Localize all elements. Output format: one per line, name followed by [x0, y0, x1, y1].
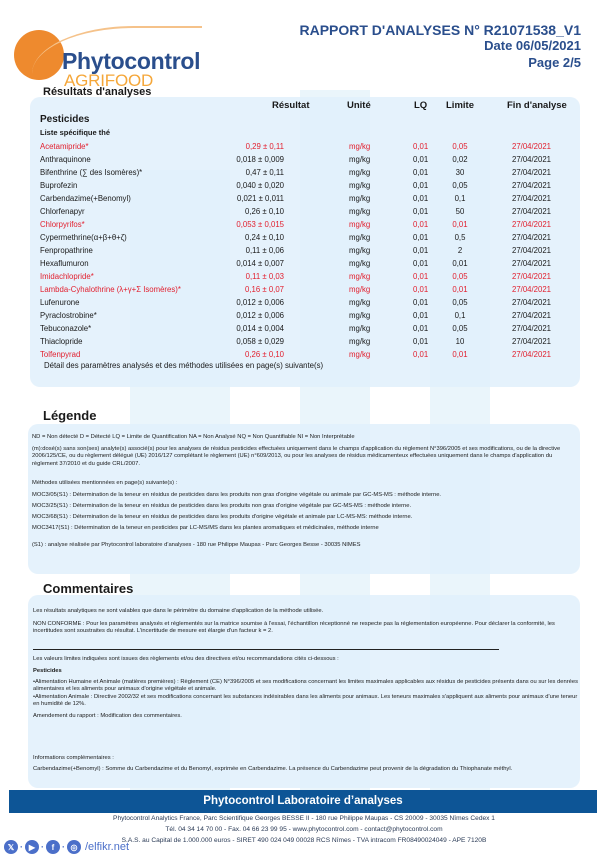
facebook-icon[interactable]: f — [46, 840, 60, 854]
comments-title: Commentaires — [43, 581, 134, 596]
x-icon[interactable]: 𝕏 — [4, 840, 18, 854]
legend-abbreviations: ND = Non détecté D = Détecté LQ = Limite de Quantification NA = Non Analysé NQ = Non Quantifiable NI = Non Interprétable — [32, 434, 355, 440]
limit-value: 0,05 — [452, 272, 468, 281]
end-date-value: 27/04/2021 — [512, 259, 552, 268]
table-row — [0, 323, 608, 336]
unit-value: mg/kg — [349, 285, 371, 294]
unit-value: mg/kg — [349, 246, 371, 255]
separator-dot: · — [20, 842, 23, 852]
end-date-value: 27/04/2021 — [512, 350, 552, 359]
footer-contact: Tél. 04 34 14 70 00 - Fax. 04 66 23 99 95 - www.phytocontrol.com - contact@phytocontrol.com — [165, 826, 443, 833]
legend-method-4: MOC3417(S1) : Détermination de la teneur en pesticides par LC-MS/MS dans les plantes aromatiques et médicinales, méthode interne — [32, 525, 379, 531]
lq-value: 0,01 — [413, 142, 429, 151]
table-row — [0, 193, 608, 206]
page-number: Page 2/5 — [528, 55, 581, 70]
table-row — [0, 245, 608, 258]
limit-value: 0,02 — [452, 155, 468, 164]
limit-value: 0,01 — [452, 285, 468, 294]
pesticide-name: Fenpropathrine — [40, 246, 93, 255]
result-value: 0,24 ± 0,10 — [245, 233, 284, 242]
result-value: 0,018 ± 0,009 — [236, 155, 284, 164]
unit-value: mg/kg — [349, 220, 371, 229]
end-date-value: 27/04/2021 — [512, 181, 552, 190]
table-row — [0, 284, 608, 297]
pesticide-name: Carbendazime(+Benomyl) — [40, 194, 131, 203]
legend-title: Légende — [43, 408, 97, 423]
pesticide-name: Bifenthrine (∑ des Isomères)* — [40, 168, 143, 177]
unit-value: mg/kg — [349, 155, 371, 164]
end-date-value: 27/04/2021 — [512, 155, 552, 164]
result-value: 0,014 ± 0,007 — [236, 259, 284, 268]
unit-value: mg/kg — [349, 324, 371, 333]
unit-value: mg/kg — [349, 194, 371, 203]
limit-value: 0,05 — [452, 181, 468, 190]
comment-amendment: Amendement du rapport : Modification des commentaires. — [33, 713, 182, 719]
lq-value: 0,01 — [413, 207, 429, 216]
list-name: Liste spécifique thé — [40, 128, 111, 137]
result-value: 0,47 ± 0,11 — [245, 168, 284, 177]
result-value: 0,014 ± 0,004 — [236, 324, 284, 333]
lq-value: 0,01 — [413, 285, 429, 294]
footer-address: Phytocontrol Analytics France, Parc Scientifique Georges BESSE II - 180 rue Philippe Maupas - CS 20009 - 30035 Nîmes Cedex 1 — [113, 815, 495, 822]
end-date-value: 27/04/2021 — [512, 168, 552, 177]
lq-value: 0,01 — [413, 155, 429, 164]
limit-value: 0,01 — [452, 350, 468, 359]
table-row — [0, 167, 608, 180]
column-header-result: Résultat — [272, 100, 310, 111]
table-row — [0, 141, 608, 154]
lq-value: 0,01 — [413, 298, 429, 307]
unit-value: mg/kg — [349, 168, 371, 177]
end-date-value: 27/04/2021 — [512, 194, 552, 203]
web-icon[interactable]: ◎ — [67, 840, 81, 854]
pesticide-name: Chlorfenapyr — [40, 207, 85, 216]
limit-value: 0,5 — [454, 233, 466, 242]
result-value: 0,29 ± 0,11 — [245, 142, 284, 151]
phytocontrol-logo — [12, 14, 201, 90]
social-handle[interactable]: /elfikr.net — [85, 841, 130, 853]
legend-method-1: MOC3/05(S1) : Détermination de la teneur en résidus de pesticides dans les produits non gras d'origine végétale ou animale par GC-MS-MS : méthode interne. — [32, 492, 442, 498]
pesticide-name: Acetamipride* — [40, 142, 89, 151]
unit-value: mg/kg — [349, 207, 371, 216]
end-date-value: 27/04/2021 — [512, 220, 552, 229]
end-date-value: 27/04/2021 — [512, 298, 552, 307]
result-value: 0,040 ± 0,020 — [236, 181, 284, 190]
lq-value: 0,01 — [413, 220, 429, 229]
unit-value: mg/kg — [349, 142, 371, 151]
table-row — [0, 336, 608, 349]
limit-value: 0,01 — [452, 220, 468, 229]
unit-value: mg/kg — [349, 311, 371, 320]
pesticide-name: Lambda-Cyhalothrine (λ+γ+Σ Isomères)* — [40, 285, 181, 294]
end-date-value: 27/04/2021 — [512, 337, 552, 346]
end-date-value: 27/04/2021 — [512, 233, 552, 242]
result-value: 0,16 ± 0,07 — [245, 285, 284, 294]
end-date-value: 27/04/2021 — [512, 207, 552, 216]
limit-value: 0,1 — [454, 194, 466, 203]
limit-value: 0,05 — [452, 298, 468, 307]
result-value: 0,012 ± 0,006 — [236, 298, 284, 307]
unit-value: mg/kg — [349, 272, 371, 281]
report-date: Date 06/05/2021 — [484, 38, 581, 53]
info-heading: Informations complémentaires : — [33, 755, 114, 761]
end-date-value: 27/04/2021 — [512, 311, 552, 320]
result-value: 0,058 ± 0,029 — [236, 337, 284, 346]
comment-regulation-1: •Alimentation Humaine et Animale (matières premières) : Règlement (CE) N°396/2005 et ses modifications concernant les limites maximales applicables aux résidus de pesticides présents dans ou sur les denrées alimentaires et les aliments pour animaux d'origine végétale et animale. — [33, 679, 579, 693]
pesticide-name: Chlorpyrifos* — [40, 220, 85, 229]
pesticide-name: Pyraclostrobine* — [40, 311, 97, 320]
detail-note: Détail des paramètres analysés et des méthodes utilisées en page(s) suivante(s) — [44, 361, 324, 370]
result-value: 0,012 ± 0,006 — [236, 311, 284, 320]
pesticide-name: Anthraquinone — [40, 155, 91, 164]
lq-value: 0,01 — [413, 337, 429, 346]
comment-pesticides-heading: Pesticides — [33, 668, 62, 674]
end-date-value: 27/04/2021 — [512, 272, 552, 281]
limit-value: 0,05 — [452, 324, 468, 333]
pesticide-name: Hexaflumuron — [40, 259, 89, 268]
pesticide-name: Cypermethrine(α+β+θ+ζ) — [40, 233, 127, 242]
table-row — [0, 232, 608, 245]
result-value: 0,26 ± 0,10 — [245, 350, 284, 359]
pesticide-name: Lufenurone — [40, 298, 80, 307]
comment-non-conforme: NON CONFORME : Pour les paramètres analysés et réglementés sur la matrice soumise à l'essai, l'échantillon réceptionné ne respecte pas la réglementation européenne. Pour déclarer la conformité, les incertitudes sont soustraites du résultat. L'incertitude de mesure est élargie d'un facteur k = 2. — [33, 621, 555, 635]
info-text: Carbendazime(+Benomyl) : Somme du Carbendazime et du Benomyl, exprimée en Carbendazime. La présence du Carbendazime peut provenir de la dégradation du Thiophanate méthyl. — [33, 766, 513, 772]
report-header — [0, 0, 608, 98]
table-row — [0, 310, 608, 323]
column-header-unit: Unité — [347, 100, 371, 111]
unit-value: mg/kg — [349, 337, 371, 346]
table-row — [0, 258, 608, 271]
legend-lab-note: (S1) : analyse réalisée par Phytocontrol laboratoire d'analyses - 180 rue Philippe Maupas - Parc Georges Besse - 30035 NIMES — [32, 542, 361, 548]
pesticide-name: Buprofezin — [40, 181, 78, 190]
limit-value: 30 — [455, 168, 465, 177]
legend-method-2: MOC3/25(S1) : Détermination de la teneur en résidus de pesticides dans les produits non gras d'origine végétale par GC-MS-MS : méthode interne. — [32, 503, 412, 509]
comment-validity: Les résultats analytiques ne sont valables que dans le périmètre du domaine d'application de la méthode utilisée. — [33, 608, 324, 614]
lq-value: 0,01 — [413, 311, 429, 320]
result-value: 0,053 ± 0,015 — [236, 220, 284, 229]
table-row — [0, 180, 608, 193]
result-value: 0,11 ± 0,03 — [245, 272, 284, 281]
pesticide-name: Tolfenpyrad — [40, 350, 81, 359]
limit-value: 0,1 — [454, 311, 466, 320]
comment-regulation-2: •Alimentation Animale : Directive 2002/32 et ses modifications concernant les substances indésirables dans les aliments pour animaux. Les teneurs maximales s'appliquent aux aliments pour animaux d'une teneur en humidité de 12%. — [33, 694, 578, 708]
end-date-value: 27/04/2021 — [512, 142, 552, 151]
unit-value: mg/kg — [349, 350, 371, 359]
limit-value: 10 — [455, 337, 465, 346]
footer-legal: S.A.S. au Capital de 1.000.000 euros - SIRET 490 024 049 00028 RCS Nîmes - TVA intracom FR08490024049 - APE 7120B — [121, 837, 487, 844]
table-row — [0, 154, 608, 167]
legend-methods-intro: Méthodes utilisées mentionnées en page(s) suivante(s) : — [32, 480, 178, 486]
column-header-end-date: Fin d'analyse — [507, 100, 567, 111]
end-date-value: 27/04/2021 — [512, 246, 552, 255]
end-date-value: 27/04/2021 — [512, 324, 552, 333]
unit-value: mg/kg — [349, 181, 371, 190]
logo-brand-sub: AGRIFOOD — [64, 71, 154, 90]
comment-limits-intro: Les valeurs limites indiquées sont issues des règlements et/ou des directives et/ou recommandations cités ci-dessous : — [33, 656, 339, 662]
results-section-title: Résultats d'analyses — [43, 86, 152, 98]
report-number: RAPPORT D'ANALYSES N° R21071538_V1 — [299, 22, 581, 38]
lq-value: 0,01 — [413, 272, 429, 281]
result-value: 0,021 ± 0,011 — [236, 194, 284, 203]
social-links — [4, 839, 129, 855]
separator-dot: · — [62, 842, 65, 852]
separator-dot: · — [41, 842, 44, 852]
lq-value: 0,01 — [413, 181, 429, 190]
lq-value: 0,01 — [413, 246, 429, 255]
column-header-limit: Limite — [446, 100, 474, 111]
table-row — [0, 219, 608, 232]
lq-value: 0,01 — [413, 194, 429, 203]
youtube-icon[interactable]: ▶ — [25, 840, 39, 854]
logo-brand-name: Phytocontrol — [62, 48, 201, 74]
table-row — [0, 206, 608, 219]
results-table — [0, 141, 608, 362]
table-row — [0, 297, 608, 310]
footer-title-bar: Phytocontrol Laboratoire d’analyses — [9, 790, 597, 813]
limit-value: 50 — [455, 207, 465, 216]
lq-value: 0,01 — [413, 168, 429, 177]
limit-value: 0,05 — [452, 142, 468, 151]
lq-value: 0,01 — [413, 324, 429, 333]
pesticide-name: Imidachlopride* — [40, 272, 94, 281]
lq-value: 0,01 — [413, 350, 429, 359]
lq-value: 0,01 — [413, 259, 429, 268]
result-value: 0,11 ± 0,06 — [245, 246, 284, 255]
column-header-lq: LQ — [414, 100, 428, 111]
category-title: Pesticides — [40, 114, 90, 125]
limit-value: 0,01 — [452, 259, 468, 268]
unit-value: mg/kg — [349, 298, 371, 307]
end-date-value: 27/04/2021 — [512, 285, 552, 294]
legend-method-3: MOC3/68(S1) : Détermination de la teneur en résidus de pesticides dans les produits d'origine végétale et animale par LC-MS-MS: méthode interne. — [32, 514, 413, 520]
unit-value: mg/kg — [349, 259, 371, 268]
table-row — [0, 271, 608, 284]
unit-value: mg/kg — [349, 233, 371, 242]
limit-value: 2 — [457, 246, 463, 255]
pesticide-name: Tebuconazole* — [40, 324, 92, 333]
pesticide-name: Thiaclopride — [40, 337, 83, 346]
legend-dosed-note: (m):dosé(s) sans son(ses) analyte(s) associé(s) pour les analyses de résidus pesticides effectuées uniquement dans le champs d'application du règlement N°396/2005 et ses modifications, ou de la directive 2006/125/CE, ou du règlement délégué (UE) 2016/127 complétant le règlement (UE) n°609/2013, ou pour les analyses de résidus médicamenteux effectuées uniquement dans le champs d'application du règlement 37/2010 et du guide CRL/2007. — [32, 446, 561, 467]
lq-value: 0,01 — [413, 233, 429, 242]
result-value: 0,26 ± 0,10 — [245, 207, 284, 216]
separator-line — [33, 649, 499, 650]
